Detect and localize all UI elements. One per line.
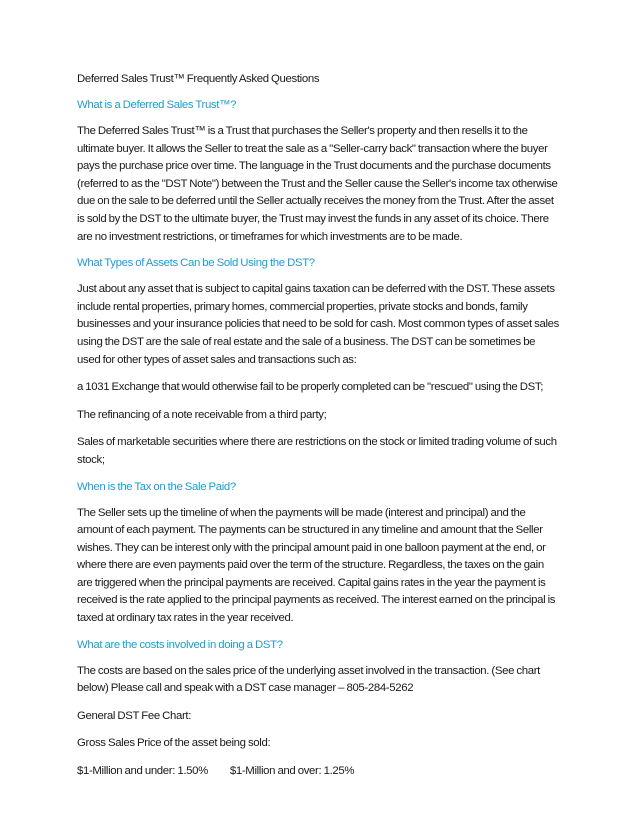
document-content [77,72,559,781]
paragraph-asset-types: Just about any asset that is subject to capital gains taxation can be deferred with the DST. These assets include rental properties, primary homes, commercial properties, private stocks and bonds, family businesses and your insurance policies that need to be sold for cash. Most common types of asset sales using the DST are the sale of real estate and the sale of a business. The DST can be sometimes be used for other types of asset sales and transactions such as: [77,283,559,366]
paragraph-marketable-securities: Sales of marketable securities where there are restrictions on the stock or limited trading volume of such stock; [77,436,557,466]
paragraph-tax-timing: The Seller sets up the timeline of when the payments will be made (interest and principal) and the amount of each payment. The payments can be structured in any timeline and amount that the Seller wishes. They can be interest only with the principal amount paid in one balloon payment at the end, or where there are even payments paid over the term of the structure. Regardless, the taxes on the gain are triggered when the principal payments are received. Capital gains rates in the year the payment is received is the rate applied to the principal payments as received. The interest earned on the principal is taxed at ordinary tax rates in the year received. [77,506,556,625]
section-heading-costs: What are the costs involved in doing a DST? [77,638,283,651]
fee-chart-row [77,763,559,781]
fee-tier-under-1m: $1-Million and under: 1.50% [77,765,208,778]
paragraph-dst-definition: The Deferred Sales Trust™ is a Trust that purchases the Seller's property and then resells it to the ultimate buyer. It allows the Seller to treat the sale as a "Seller-carry back" transaction where the buyer pays the purchase price over time. The language in the Trust documents and the purchase documents (referred to as the "DST Note") between the Trust and the Seller cause the Seller's income tax otherwise due on the sale to be deferred until the Seller actually receives the money from the Trust. After the asset is sold by the DST to the ultimate buyer, the Trust may invest the funds in any asset of its choice. There are no investment restrictions, or timeframes for which investments are to be made. [77,125,558,243]
paragraph-1031-exchange: a 1031 Exchange that would otherwise fail to be properly completed can be "rescued" using the DST; [77,381,544,394]
section-heading-asset-types: What Types of Assets Can be Sold Using the DST? [77,257,315,270]
section-heading-what-is-dst: What is a Deferred Sales Trust™? [77,99,237,111]
document-title: Deferred Sales Trust™ Frequently Asked Questions [77,73,320,85]
fee-chart-label: General DST Fee Chart: [77,709,192,722]
paragraph-costs: The costs are based on the sales price of the underlying asset involved in the transaction. (See chart below) Please call and speak with a DST case manager – 805-284-5262 [77,664,540,695]
paragraph-note-refinancing: The refinancing of a note receivable from a third party; [77,408,327,421]
section-heading-tax-timing: When is the Tax on the Sale Paid? [77,480,236,493]
fee-tier-over-1m: $1-Million and over: 1.25% [229,765,355,778]
gross-sales-price-label: Gross Sales Price of the asset being sold: [77,737,271,750]
